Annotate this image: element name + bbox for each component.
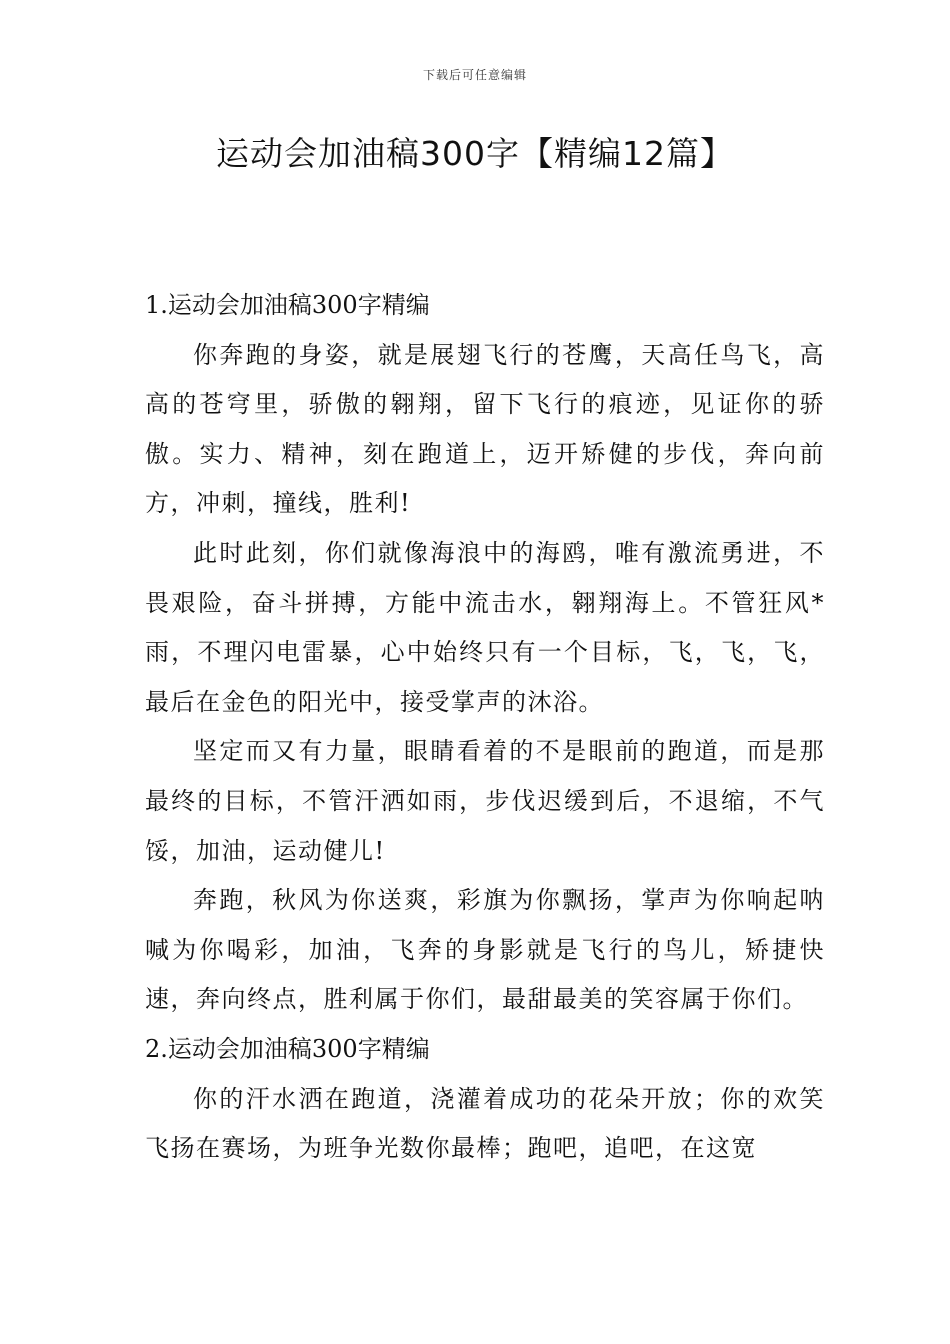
paragraph: 奔跑，秋风为你送爽，彩旗为你飘扬，掌声为你响起呐喊为你喝彩，加油，飞奔的身影就是飞行的鸟儿，矫捷快速，奔向终点，胜利属于你们，最甜最美的笑容属于你们。 (145, 886, 825, 1014)
document-title: 运动会加油稿300字【精编12篇】 (216, 134, 734, 173)
paragraph: 你奔跑的身姿，就是展翅飞行的苍鹰，天高任鸟飞，高高的苍穹里，骄傲的翱翔，留下飞行的痕迹，见证你的骄傲。实力、精神，刻在跑道上，迈开矫健的步伐，奔向前方，冲刺，撞线，胜利! (145, 340, 825, 518)
section-heading: 1.运动会加油稿300字精编 (145, 291, 430, 319)
paragraph: 此时此刻，你们就像海浪中的海鸥，唯有激流勇进，不畏艰险，奋斗拼搏，方能中流击水，翱翔海上。不管狂风* 雨，不理闪电雷暴，心中始终只有一个目标，飞，飞，飞，最后在金色的阳光中，接受掌声的沐浴。 (145, 538, 825, 716)
header-note: 下载后可任意编辑 (422, 68, 527, 82)
paragraph: 你的汗水洒在跑道，浇灌着成功的花朵开放；你的欢笑飞扬在赛场，为班争光数你最棒；跑吧，追吧，在这宽 (145, 1084, 825, 1163)
document-body (145, 281, 825, 1174)
paragraph: 坚定而又有力量，眼睛看着的不是眼前的跑道，而是那最终的目标，不管汗洒如雨，步伐迟缓到后，不退缩，不气馁，加油，运动健儿! (145, 737, 825, 865)
section-heading: 2.运动会加油稿300字精编 (145, 1034, 430, 1063)
